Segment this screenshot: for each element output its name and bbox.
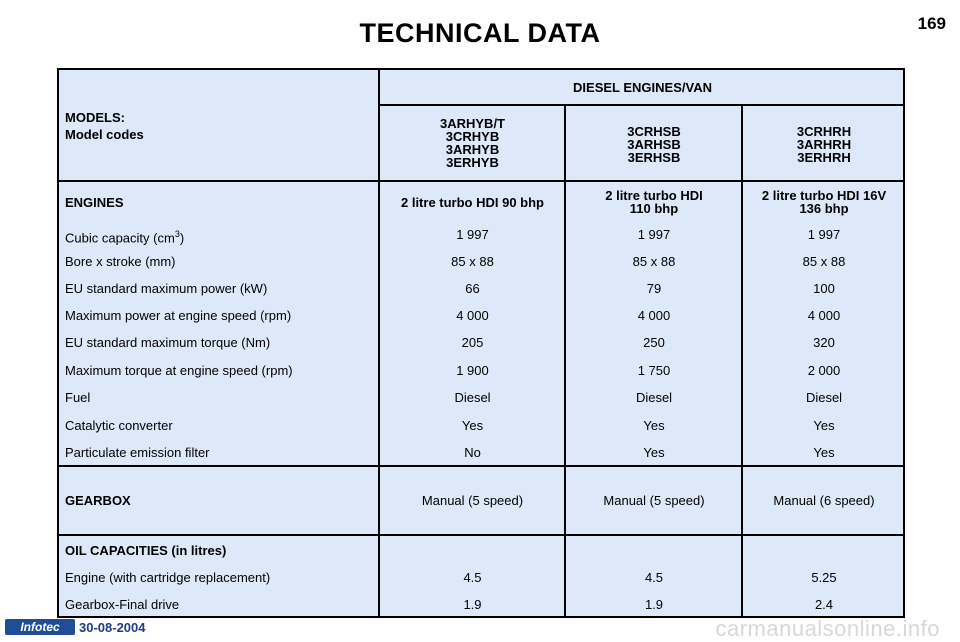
spec-value: 1 997 xyxy=(807,227,841,242)
model-code: 3CRHRH xyxy=(796,124,852,139)
spec-label: Bore x stroke (mm) xyxy=(65,254,176,269)
spec-value: Yes xyxy=(813,418,835,433)
model-code: 3ARHYB/T xyxy=(439,116,505,131)
oil-value: 4.5 xyxy=(644,570,664,585)
spec-label: EU standard maximum power (kW) xyxy=(65,281,268,296)
spec-value: 100 xyxy=(813,281,835,296)
spec-value: Yes xyxy=(461,418,484,433)
model-code: 3CRHSB xyxy=(627,124,681,139)
engine-name-line: 2 litre turbo HDI xyxy=(605,188,703,203)
spec-value: Diesel xyxy=(635,390,673,405)
oil-value: 1.9 xyxy=(463,597,482,612)
model-code: 3ERHSB xyxy=(627,150,681,165)
infotec-logo: Infotec xyxy=(5,619,75,635)
page-number: 169 xyxy=(917,14,946,33)
spec-value: 1 997 xyxy=(637,227,671,242)
spec-label: Particulate emission filter xyxy=(65,445,210,460)
spec-value: 66 xyxy=(465,281,480,296)
spec-label: EU standard maximum torque (Nm) xyxy=(65,335,271,350)
model-codes-label: Model codes xyxy=(65,127,144,142)
spec-value: 320 xyxy=(813,335,835,350)
spec-value: 85 x 88 xyxy=(802,254,846,269)
spec-value: 205 xyxy=(461,335,484,350)
row-divider xyxy=(59,534,903,536)
engine-name xyxy=(565,189,743,215)
spec-label: Maximum power at engine speed (rpm) xyxy=(65,308,292,323)
spec-value: Diesel xyxy=(454,390,491,405)
model-code: 3ARHSB xyxy=(627,137,681,152)
oil-value: 2.4 xyxy=(814,597,834,612)
row-divider xyxy=(59,180,903,182)
spec-label-text: Cubic capacity (cm xyxy=(65,230,175,246)
engine-name xyxy=(743,189,905,215)
model-code: 3ERHYB xyxy=(446,155,499,170)
model-code: 3CRHYB xyxy=(445,129,500,144)
technical-data-table xyxy=(57,68,905,618)
spec-value: 1 750 xyxy=(637,363,671,378)
spec-value: 1 900 xyxy=(456,363,489,378)
gearbox-label: GEARBOX xyxy=(65,493,131,508)
spec-label: Maximum torque at engine speed (rpm) xyxy=(65,363,293,378)
spec-label xyxy=(65,228,184,244)
spec-value: Yes xyxy=(643,418,665,433)
model-codes-col3 xyxy=(743,125,905,164)
engine-name-line: 136 bhp xyxy=(799,201,849,216)
oil-row-label: Gearbox-Final drive xyxy=(65,597,180,612)
row-divider xyxy=(59,465,903,467)
gearbox-value: Manual (6 speed) xyxy=(773,493,875,508)
engine-name xyxy=(380,196,565,209)
engine-name-line: 2 litre turbo HDI 90 bhp xyxy=(400,195,544,210)
spec-value: Yes xyxy=(813,445,835,460)
spec-value: Yes xyxy=(643,445,665,460)
engines-label: ENGINES xyxy=(65,195,124,210)
engine-name-line: 2 litre turbo HDI 16V xyxy=(761,188,887,203)
gearbox-value: Manual (5 speed) xyxy=(421,493,524,508)
spec-value: Diesel xyxy=(805,390,843,405)
spec-value: 2 000 xyxy=(807,363,841,378)
spec-value: 4 000 xyxy=(456,308,489,323)
oil-value: 4.5 xyxy=(463,570,482,585)
row-divider xyxy=(379,104,903,106)
page-title: TECHNICAL DATA xyxy=(359,18,601,48)
oil-value: 5.25 xyxy=(811,570,837,585)
spec-value: 85 x 88 xyxy=(451,254,494,269)
spec-label-tail: ) xyxy=(179,230,185,246)
model-codes-col2 xyxy=(565,125,743,164)
model-code: 3ARHYB xyxy=(445,142,500,157)
diesel-engines-van-header: DIESEL ENGINES/VAN xyxy=(573,80,712,95)
gearbox-value: Manual (5 speed) xyxy=(603,493,705,508)
spec-value: 250 xyxy=(643,335,665,350)
model-code: 3ARHRH xyxy=(796,137,852,152)
engine-name-line: 110 bhp xyxy=(629,201,679,216)
oil-value: 1.9 xyxy=(644,597,664,612)
spec-value: 85 x 88 xyxy=(632,254,676,269)
footer-date: 30-08-2004 xyxy=(79,620,146,635)
model-code: 3ERHRH xyxy=(797,150,851,165)
spec-value: 79 xyxy=(646,281,662,296)
oil-capacities-label: OIL CAPACITIES (in litres) xyxy=(65,543,227,558)
spec-value: 4 000 xyxy=(637,308,671,323)
spec-label: Catalytic converter xyxy=(65,418,173,433)
spec-value: 4 000 xyxy=(807,308,841,323)
spec-value: 1 997 xyxy=(456,227,489,242)
spec-label: Fuel xyxy=(65,390,91,405)
oil-row-label: Engine (with cartridge replacement) xyxy=(65,570,271,585)
spec-value: No xyxy=(464,445,481,460)
spec-label-sup: 3 xyxy=(174,229,180,239)
watermark: carmanualsonline.info xyxy=(715,616,940,641)
models-label: MODELS: xyxy=(65,110,125,125)
model-codes-col1 xyxy=(380,117,565,169)
